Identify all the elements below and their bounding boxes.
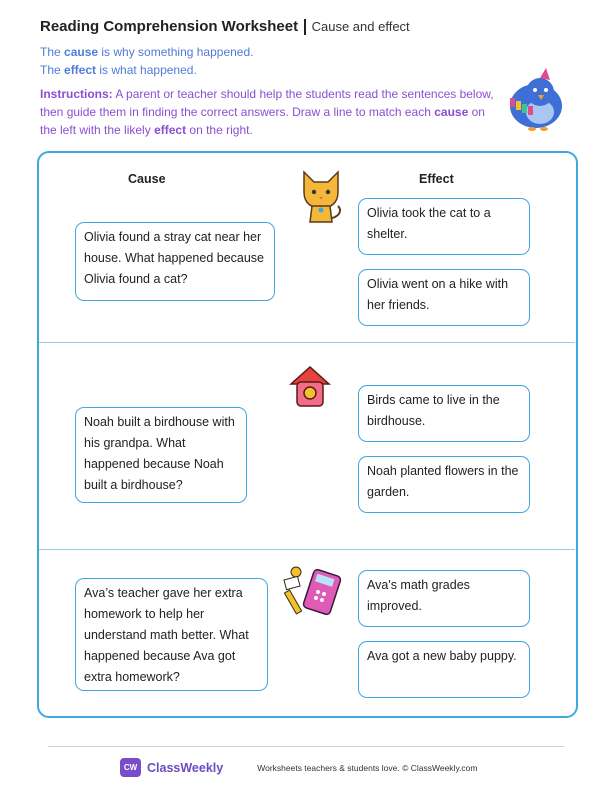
worksheet-header	[40, 18, 410, 35]
footer-divider	[48, 746, 564, 747]
matching-panel	[37, 151, 578, 718]
row-divider	[39, 549, 575, 550]
cause-definition: The cause is why something happened.	[40, 45, 254, 59]
cause-box-3[interactable]: Ava’s teacher gave her extra homework to help her understand math better. What happened because Ava got extra homework?	[75, 578, 268, 691]
title-separator	[304, 19, 306, 35]
cause-box-2[interactable]: Noah built a birdhouse with his grandpa. What happened because Noah built a birdhouse?	[75, 407, 247, 503]
cat-icon	[298, 166, 344, 226]
worksheet-title: Reading Comprehension Worksheet	[40, 18, 299, 35]
instructions: Instructions: A parent or teacher should help the students read the sentences below, then guide them in finding the correct answers. Draw a line to match each cause on the left with the likely effect on the right.	[40, 87, 494, 137]
cause-box-1[interactable]: Olivia found a stray cat near her house. What happened because Olivia found a cat?	[75, 222, 275, 301]
instructions-label: Instructions:	[40, 87, 113, 101]
brand-name: ClassWeekly	[147, 760, 224, 775]
effect-box-1a[interactable]: Olivia took the cat to a shelter.	[358, 198, 530, 255]
effect-box-2a[interactable]: Birds came to live in the birdhouse.	[358, 385, 530, 442]
effect-box-3b[interactable]: Ava got a new baby puppy.	[358, 641, 530, 698]
effect-box-2b[interactable]: Noah planted flowers in the garden.	[358, 456, 530, 513]
effect-column-header: Effect	[419, 172, 454, 186]
footer-tagline: Worksheets teachers & students love. © ClassWeekly.com	[257, 762, 478, 773]
definitions	[40, 43, 253, 79]
row-divider	[39, 342, 575, 343]
effect-box-1b[interactable]: Olivia went on a hike with her friends.	[358, 269, 530, 326]
cause-column-header: Cause	[128, 172, 166, 186]
classweekly-logo-icon: CW	[120, 758, 141, 777]
worksheet-subtitle: Cause and effect	[311, 19, 410, 34]
bird-mascot-icon	[500, 66, 570, 136]
effect-definition: The effect is what happened.	[40, 63, 197, 77]
calculator-icon	[282, 564, 342, 620]
birdhouse-icon	[287, 364, 333, 410]
effect-box-3a[interactable]: Ava's math grades improved.	[358, 570, 530, 627]
footer	[120, 758, 477, 777]
